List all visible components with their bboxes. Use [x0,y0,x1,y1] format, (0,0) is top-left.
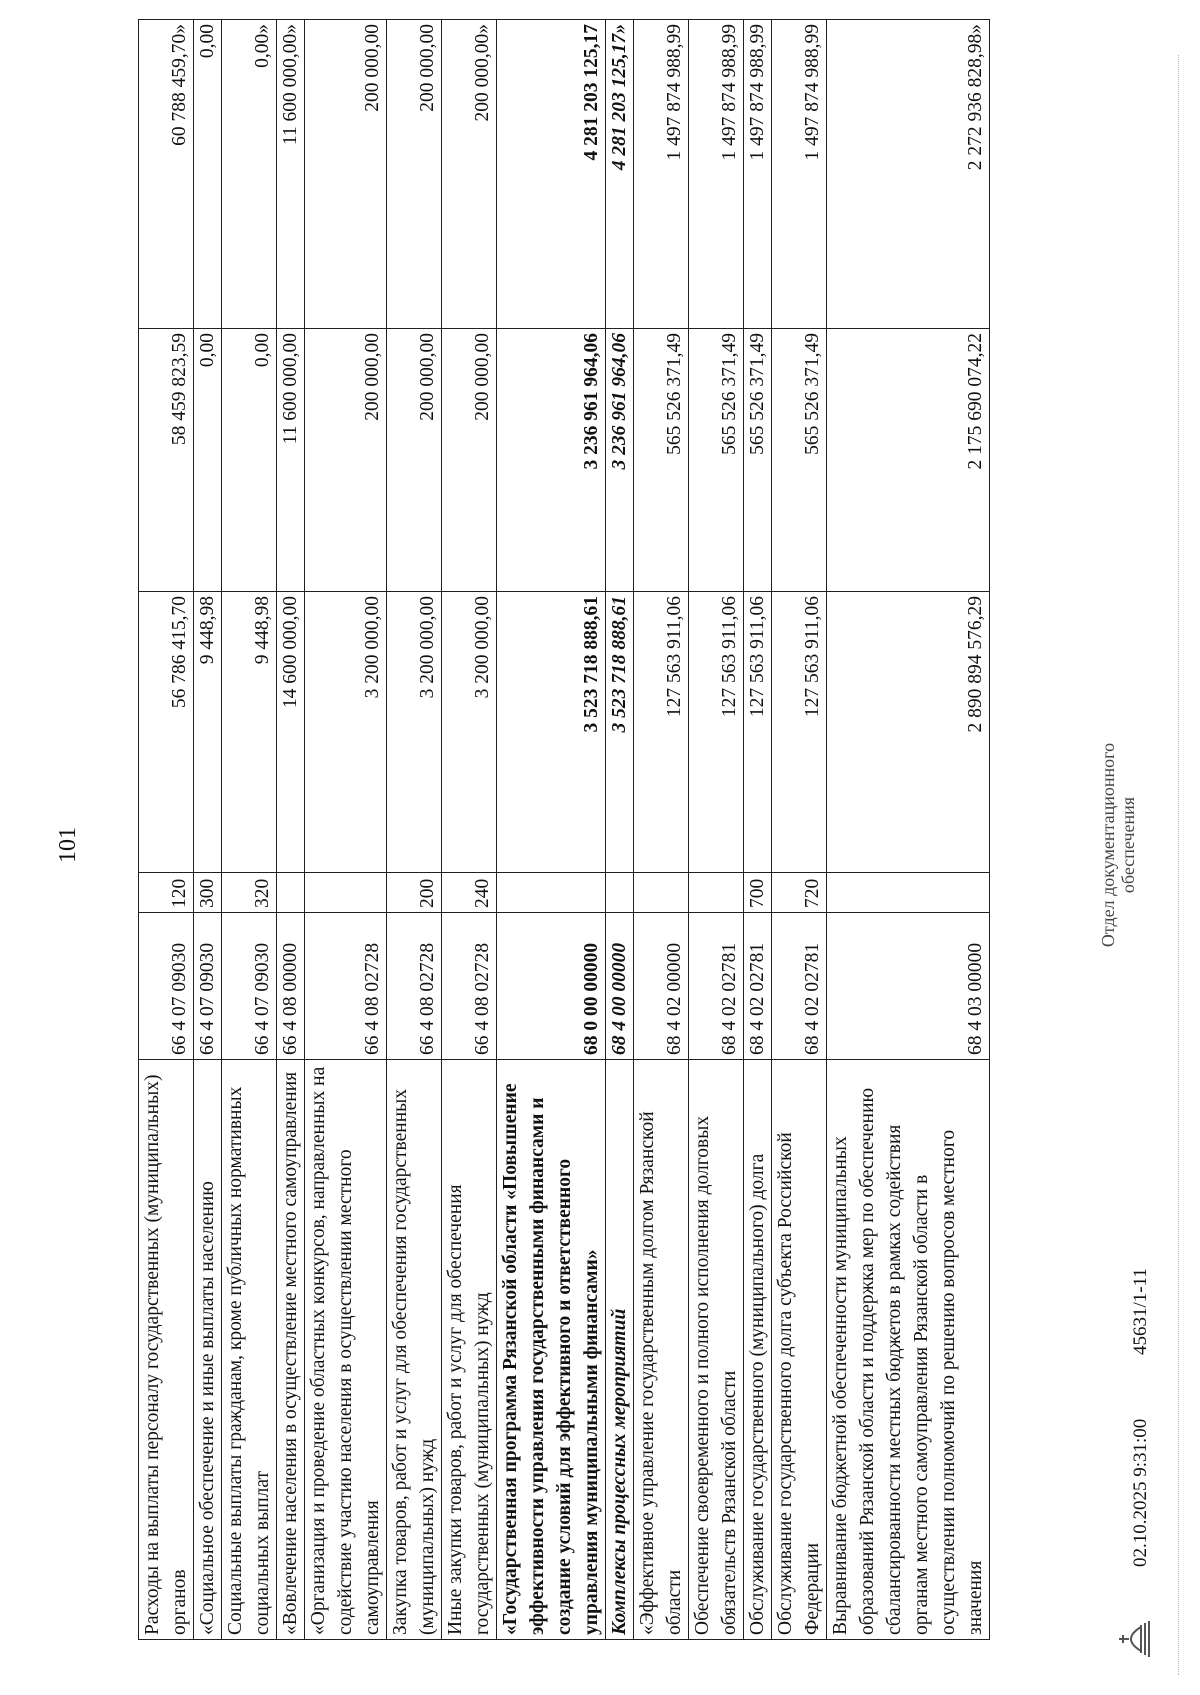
row-name-cell: Расходы на выплаты персоналу государственных (муниципальных) органов [139,1060,194,1640]
row-kvr-cell [606,873,634,913]
page-number: 101 [55,827,81,863]
row-value-2026-cell: 200 000,00 [442,329,497,592]
row-kvr-cell [305,873,387,913]
footer-date: 02.10.2025 9:31:00 [1130,1418,1151,1567]
row-value-2026-cell: 0,00 [194,329,222,592]
row-value-2025-cell: 127 563 911,06 [634,592,689,873]
row-value-2027-cell: 1 497 874 988,99 [744,20,772,329]
row-value-2025-cell: 3 523 718 888,61 [606,592,634,873]
stamp-line-1: Отдел документационного [1098,742,1118,948]
row-name-cell: «Вовлечение населения в осуществление местного самоуправления [277,1060,305,1640]
row-value-2027-cell: 1 497 874 988,99 [689,20,744,329]
row-kvr-cell: 120 [139,873,194,913]
row-value-2025-cell: 3 200 000,00 [387,592,442,873]
scan-edge-line [1178,55,1179,1675]
row-value-2026-cell: 565 526 371,49 [744,329,772,592]
row-value-2026-cell: 58 459 823,59 [139,329,194,592]
department-stamp [1098,675,1138,1015]
row-value-2025-cell: 127 563 911,06 [772,592,827,873]
table-row [689,20,744,1640]
row-name-cell: «Организация и проведение областных конкурсов, направленных на содействие участию населения в осуществлении местного самоуправления [305,1060,387,1640]
row-code-cell: 68 4 02 02781 [744,913,772,1060]
row-name-cell: Комплексы процессных мероприятий [606,1060,634,1640]
footer-doc-number: 45631/1-11 [1130,1268,1151,1355]
row-value-2025-cell: 2 890 894 576,29 [827,592,990,873]
row-value-2026-cell: 3 236 961 964,06 [606,329,634,592]
row-kvr-cell [827,873,990,913]
row-value-2026-cell: 565 526 371,49 [689,329,744,592]
row-kvr-cell: 200 [387,873,442,913]
row-kvr-cell [689,873,744,913]
row-value-2025-cell: 9 448,98 [194,592,222,873]
row-value-2026-cell: 11 600 000,00 [277,329,305,592]
row-value-2027-cell: 0,00» [222,20,277,329]
row-code-cell: 66 4 07 09030 [222,913,277,1060]
row-name-cell: Закупка товаров, работ и услуг для обеспечения государственных (муниципальных) нужд [387,1060,442,1640]
row-kvr-cell: 720 [772,873,827,913]
row-kvr-cell: 300 [194,873,222,913]
row-kvr-cell: 700 [744,873,772,913]
row-code-cell: 68 4 02 00000 [634,913,689,1060]
row-value-2026-cell: 2 175 690 074,22 [827,329,990,592]
budget-table-body [139,20,990,1640]
budget-table [138,19,990,1640]
row-value-2027-cell: 4 281 203 125,17» [606,20,634,329]
row-value-2027-cell: 1 497 874 988,99 [772,20,827,329]
row-name-cell: «Государственная программа Рязанской области «Повышение эффективности управления государственными финансами и создание условий для эффективного и ответственного управления муниципальными финансами» [497,1060,606,1640]
row-code-cell: 66 4 08 00000 [277,913,305,1060]
row-value-2027-cell: 4 281 203 125,17 [497,20,606,329]
row-value-2025-cell: 127 563 911,06 [744,592,772,873]
row-value-2027-cell: 2 272 936 828,98» [827,20,990,329]
row-value-2026-cell: 200 000,00 [387,329,442,592]
row-kvr-cell [277,873,305,913]
row-value-2025-cell: 3 200 000,00 [305,592,387,873]
row-name-cell: Обеспечение своевременного и полного исполнения долговых обязательств Рязанской области [689,1060,744,1640]
table-row [442,20,497,1640]
row-kvr-cell: 320 [222,873,277,913]
row-name-cell: Иные закупки товаров, работ и услуг для обеспечения государственных (муниципальных) нужд [442,1060,497,1640]
row-value-2025-cell: 9 448,98 [222,592,277,873]
row-kvr-cell [497,873,606,913]
table-row [222,20,277,1640]
table-row [772,20,827,1640]
row-name-cell: Социальные выплаты гражданам, кроме публичных нормативных социальных выплат [222,1060,277,1640]
row-code-cell: 66 4 07 09030 [194,913,222,1060]
row-code-cell: 66 4 08 02728 [442,913,497,1060]
table-row [139,20,194,1640]
row-value-2025-cell: 56 786 415,70 [139,592,194,873]
row-value-2027-cell: 1 497 874 988,99 [634,20,689,329]
row-code-cell: 68 4 02 02781 [689,913,744,1060]
stamp-line-2: обеспечения [1118,796,1138,894]
table-row [305,20,387,1640]
row-name-cell: Обслуживание государственного (муниципального) долга [744,1060,772,1640]
row-kvr-cell [634,873,689,913]
row-value-2026-cell: 200 000,00 [305,329,387,592]
row-value-2026-cell: 565 526 371,49 [772,329,827,592]
emblem-icon [1115,1617,1153,1661]
row-code-cell: 68 4 00 00000 [606,913,634,1060]
row-code-cell: 66 4 08 02728 [387,913,442,1060]
table-row [827,20,990,1640]
row-value-2027-cell: 11 600 000,00» [277,20,305,329]
row-value-2026-cell: 3 236 961 964,06 [497,329,606,592]
row-code-cell: 68 0 00 00000 [497,913,606,1060]
row-value-2025-cell: 3 523 718 888,61 [497,592,606,873]
table-row [277,20,305,1640]
row-name-cell: Обслуживание государственного долга субъекта Российской Федерации [772,1060,827,1640]
row-value-2026-cell: 0,00 [222,329,277,592]
row-value-2026-cell: 565 526 371,49 [634,329,689,592]
table-row [194,20,222,1640]
row-value-2027-cell: 200 000,00» [442,20,497,329]
table-row [497,20,606,1640]
row-code-cell: 66 4 07 09030 [139,913,194,1060]
row-name-cell: «Социальное обеспечение и иные выплаты населению [194,1060,222,1640]
row-kvr-cell: 240 [442,873,497,913]
table-row [634,20,689,1640]
table-row [606,20,634,1640]
row-value-2025-cell: 127 563 911,06 [689,592,744,873]
row-value-2025-cell: 3 200 000,00 [442,592,497,873]
row-name-cell: «Эффективное управление государственным долгом Рязанской области [634,1060,689,1640]
row-value-2027-cell: 200 000,00 [305,20,387,329]
table-row [744,20,772,1640]
table-row [387,20,442,1640]
row-value-2027-cell: 60 788 459,70» [139,20,194,329]
row-code-cell: 66 4 08 02728 [305,913,387,1060]
row-code-cell: 68 4 03 00000 [827,913,990,1060]
row-value-2025-cell: 14 600 000,00 [277,592,305,873]
row-code-cell: 68 4 02 02781 [772,913,827,1060]
row-value-2027-cell: 200 000,00 [387,20,442,329]
row-value-2027-cell: 0,00 [194,20,222,329]
row-name-cell: Выравнивание бюджетной обеспеченности муниципальных образований Рязанской области и поддержка мер по обеспечению сбалансированности местных бюджетов в рамках содействия органам местного самоуправления Рязанской области в осуществлении полномочий по решению вопросов местного значения [827,1060,990,1640]
